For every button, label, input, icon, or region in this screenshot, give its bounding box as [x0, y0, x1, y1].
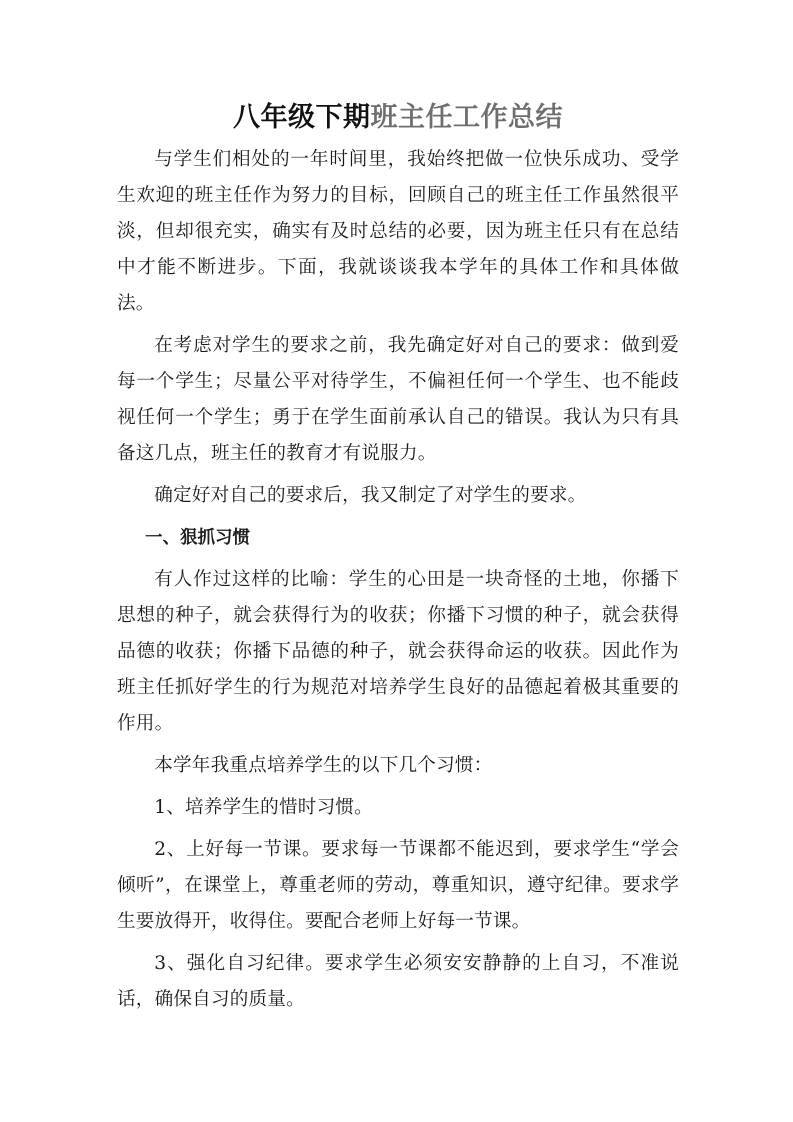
paragraph-metaphor: 有人作过这样的比喻：学生的心田是一块奇怪的土地，你播下思想的种子，就会获得行为的收获；你播下习惯的种子，就会获得品德的收获；你播下品德的种子，就会获得命运的收获。因此作为班主任抓好学生的行为规范对培养学生良好的品德起着极其重要的作用。 [117, 569, 679, 734]
list-item-habit-1: 1、培养学生的惜时习惯。 [154, 797, 373, 818]
list-item-habit-3: 3、强化自习纪律。要求学生必须安安静静的上自习，不准说话，确保自习的质量。 [117, 953, 679, 1010]
section-heading-habits: 一、狠抓习惯 [145, 528, 250, 548]
paragraph-self-requirements: 在考虑对学生的要求之前，我先确定好对自己的要求：做到爱每一个学生；尽量公平对待学生，不偏袒任何一个学生、也不能歧视任何一个学生；勇于在学生面前承认自己的错误。我认为只有具备这几点，班主任的教育才有说服力。 [117, 335, 679, 464]
title-part-summary: 班主任工作总结 [370, 102, 563, 133]
paragraph-intro: 与学生们相处的一年时间里，我始终把做一位快乐成功、受学生欢迎的班主任作为努力的目标，回顾自己的班主任工作虽然很平淡，但却很充实，确实有及时总结的必要，因为班主任只有在总结中才能不断进步。下面，我就谈谈我本学年的具体工作和具体做法。 [117, 149, 679, 314]
document-page [117, 96, 679, 1018]
paragraph-habits-intro: 本学年我重点培养学生的以下几个习惯： [154, 755, 493, 776]
list-item-habit-2: 2、上好每一节课。要求每一节课都不能迟到，要求学生“学会倾听”，在课堂上，尊重老师的劳动，尊重知识，遵守纪律。要求学生要放得开，收得住。要配合老师上好每一节课。 [117, 839, 679, 932]
document-title [117, 96, 679, 140]
title-part-grade: 八年级下期 [233, 102, 371, 133]
paragraph-student-requirements: 确定好对自己的要求后，我又制定了对学生的要求。 [154, 485, 587, 506]
